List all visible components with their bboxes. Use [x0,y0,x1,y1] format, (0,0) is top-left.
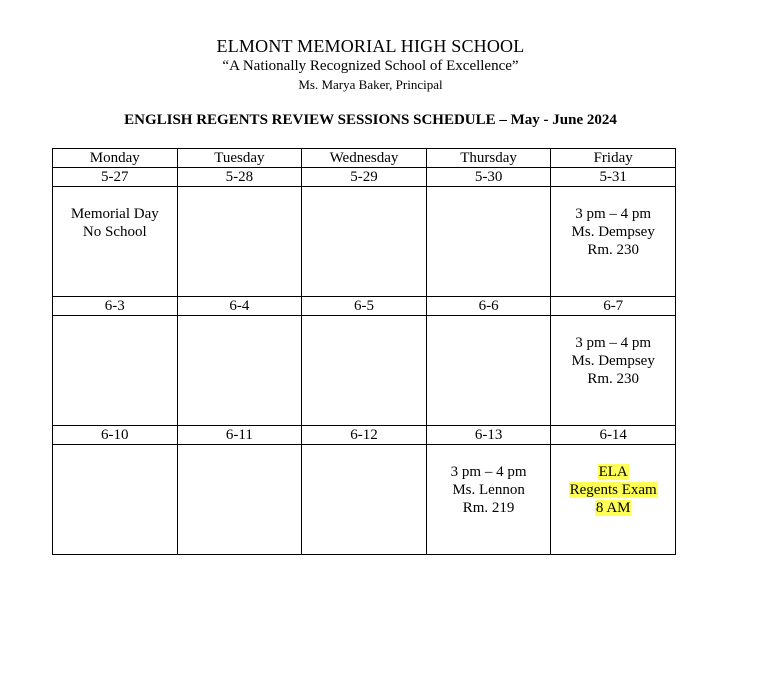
date-row [53,297,676,316]
date-cell: 5-29 [302,168,427,187]
session-line: Ms. Dempsey [571,224,655,240]
session-row [53,187,676,297]
session-line: Memorial Day [70,206,159,222]
date-row [53,426,676,445]
principal-name: Ms. Marya Baker, Principal [298,77,443,92]
day-header: Wednesday [302,149,427,168]
exam-time: 8 AM [595,500,631,516]
schedule-title: ENGLISH REGENTS REVIEW SESSIONS SCHEDULE – May - June 2024 [124,112,617,128]
session-row [53,316,676,426]
date-cell: 6-6 [426,297,551,316]
day-header: Tuesday [177,149,302,168]
date-cell: 6-4 [177,297,302,316]
session-line: 3 pm – 4 pm [575,335,652,351]
date-cell: 5-27 [53,168,178,187]
date-row [53,168,676,187]
session-cell [177,187,302,297]
date-cell: 5-28 [177,168,302,187]
session-line: Ms. Dempsey [571,353,655,369]
schedule-table [52,148,676,555]
exam-label: ELA [598,464,628,480]
session-cell [551,187,676,297]
session-cell [177,445,302,555]
day-header-row [53,149,676,168]
date-cell: 6-14 [551,426,676,445]
date-cell: 6-13 [426,426,551,445]
session-line: 3 pm – 4 pm [575,206,652,222]
session-cell [302,316,427,426]
session-cell [53,316,178,426]
day-header: Thursday [426,149,551,168]
day-header: Friday [551,149,676,168]
session-cell [426,187,551,297]
date-cell: 6-10 [53,426,178,445]
exam-name: Regents Exam [569,482,657,498]
session-cell [426,316,551,426]
date-cell: 6-11 [177,426,302,445]
date-cell: 6-3 [53,297,178,316]
date-cell: 5-31 [551,168,676,187]
session-cell [177,316,302,426]
date-cell: 5-30 [426,168,551,187]
session-cell [53,445,178,555]
school-name: ELMONT MEMORIAL HIGH SCHOOL [216,36,525,56]
school-motto: “A Nationally Recognized School of Excellence” [222,58,519,74]
session-line: Rm. 230 [587,371,640,387]
session-cell [302,445,427,555]
session-cell [53,187,178,297]
session-line: Rm. 219 [462,500,515,516]
session-line: No School [82,224,147,240]
session-cell [551,316,676,426]
day-header: Monday [53,149,178,168]
session-row [53,445,676,555]
session-cell [302,187,427,297]
date-cell: 6-5 [302,297,427,316]
session-line: 3 pm – 4 pm [450,464,527,480]
exam-cell [551,445,676,555]
date-cell: 6-12 [302,426,427,445]
session-line: Rm. 230 [587,242,640,258]
date-cell: 6-7 [551,297,676,316]
session-cell [426,445,551,555]
session-line: Ms. Lennon [452,482,525,498]
